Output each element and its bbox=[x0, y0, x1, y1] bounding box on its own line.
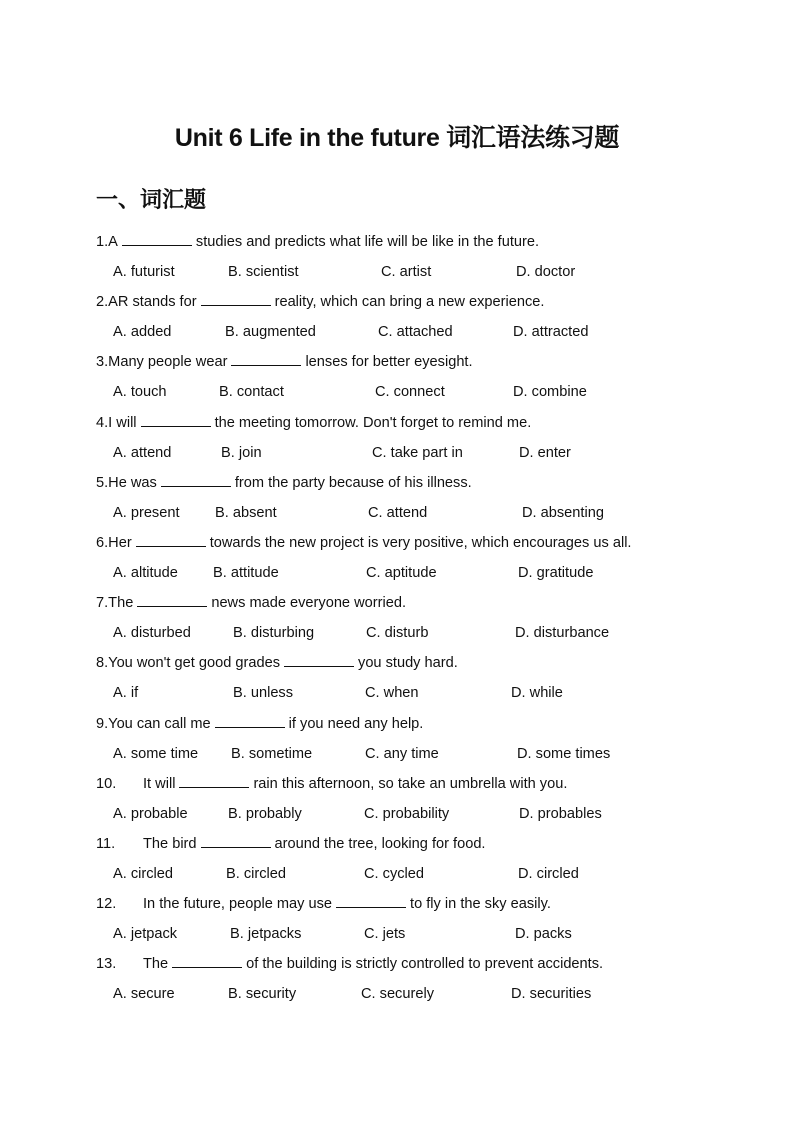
question-item bbox=[96, 892, 776, 952]
answer-blank[interactable] bbox=[179, 773, 249, 788]
answer-option[interactable]: B. sometime bbox=[231, 745, 313, 762]
question-stem-before: Her bbox=[108, 534, 132, 551]
question-item bbox=[96, 952, 776, 1012]
question-list bbox=[96, 230, 776, 1012]
answer-option[interactable]: B. security bbox=[228, 986, 297, 1003]
question-stem-before: It will bbox=[143, 775, 176, 792]
answer-option[interactable]: D. circled bbox=[518, 865, 579, 882]
answer-option[interactable]: B. unless bbox=[233, 685, 294, 702]
question-stem-before: The bbox=[108, 595, 134, 612]
answer-option[interactable]: C. attend bbox=[368, 504, 428, 521]
answer-option[interactable]: C. cycled bbox=[364, 865, 425, 882]
question-stem-before: Many people wear bbox=[108, 354, 228, 371]
question-stem-after: the meeting tomorrow. Don't forget to remind me. bbox=[214, 414, 532, 431]
question-number: 8. bbox=[96, 655, 109, 672]
question-text bbox=[96, 411, 531, 435]
answer-option[interactable]: C. securely bbox=[361, 986, 434, 1003]
answer-option[interactable]: A. present bbox=[113, 504, 180, 521]
answer-option[interactable]: A. disturbed bbox=[113, 625, 191, 642]
answer-option[interactable]: A. if bbox=[113, 685, 139, 702]
question-item bbox=[96, 832, 776, 892]
question-text bbox=[96, 952, 603, 976]
answer-option[interactable]: D. combine bbox=[513, 384, 587, 401]
answer-option[interactable]: D. absenting bbox=[522, 504, 604, 521]
question-text bbox=[96, 892, 551, 916]
question-number: 12. bbox=[96, 896, 117, 913]
answer-option[interactable]: A. touch bbox=[113, 384, 167, 401]
answer-option[interactable]: C. connect bbox=[375, 384, 445, 401]
question-stem-before: AR stands for bbox=[108, 294, 197, 311]
answer-option[interactable]: A. jetpack bbox=[113, 926, 178, 943]
answer-option[interactable]: D. enter bbox=[519, 444, 571, 461]
answer-option[interactable]: A. circled bbox=[113, 865, 174, 882]
question-text bbox=[96, 471, 472, 495]
answer-blank[interactable] bbox=[136, 532, 206, 547]
answer-option[interactable]: C. take part in bbox=[372, 444, 463, 461]
answer-option[interactable]: A. altitude bbox=[113, 564, 178, 581]
answer-option[interactable]: B. disturbing bbox=[233, 625, 315, 642]
question-number: 10. bbox=[96, 775, 117, 792]
answer-option[interactable]: D. gratitude bbox=[518, 564, 594, 581]
question-stem-after: studies and predicts what life will be like in the future. bbox=[195, 234, 540, 250]
question-item bbox=[96, 591, 776, 651]
question-stem-before: He was bbox=[108, 474, 157, 491]
answer-blank[interactable] bbox=[161, 472, 231, 487]
question-number: 7. bbox=[96, 595, 109, 612]
question-number: 11. bbox=[96, 835, 116, 852]
question-stem-after: to fly in the sky easily. bbox=[410, 896, 551, 913]
answer-blank[interactable] bbox=[284, 652, 354, 667]
answer-option[interactable]: B. jetpacks bbox=[230, 926, 302, 943]
question-item bbox=[96, 531, 776, 591]
question-stem-after: you study hard. bbox=[358, 655, 458, 672]
question-text bbox=[96, 290, 544, 314]
answer-option[interactable]: A. probable bbox=[113, 805, 188, 822]
answer-option[interactable]: C. aptitude bbox=[366, 564, 437, 581]
question-stem-before: A bbox=[108, 234, 118, 250]
answer-blank[interactable] bbox=[215, 713, 285, 728]
question-stem-before: The bird bbox=[143, 835, 197, 852]
answer-option[interactable]: A. added bbox=[113, 324, 172, 341]
answer-blank[interactable] bbox=[141, 412, 211, 427]
question-stem-before: You won't get good grades bbox=[108, 655, 281, 672]
answer-option[interactable]: B. join bbox=[221, 444, 262, 461]
question-stem-after: rain this afternoon, so take an umbrella with you. bbox=[253, 775, 568, 792]
question-stem-after: of the building is strictly controlled to prevent accidents. bbox=[246, 956, 604, 973]
answer-option[interactable]: D. attracted bbox=[513, 324, 589, 341]
answer-blank[interactable] bbox=[201, 833, 271, 848]
question-stem-before: In the future, people may use bbox=[143, 896, 333, 913]
question-item bbox=[96, 350, 776, 410]
question-item bbox=[96, 230, 776, 290]
question-text bbox=[96, 531, 632, 555]
answer-option[interactable]: B. scientist bbox=[228, 264, 299, 280]
question-text bbox=[96, 651, 458, 675]
page-title: Unit 6 Life in the future 词汇语法练习题 bbox=[174, 124, 620, 152]
answer-option[interactable]: D. doctor bbox=[516, 264, 576, 280]
answer-option[interactable]: A. attend bbox=[113, 444, 172, 461]
question-number: 1. bbox=[96, 234, 109, 250]
question-text bbox=[96, 772, 567, 796]
answer-option[interactable]: A. futurist bbox=[113, 264, 175, 280]
answer-blank[interactable] bbox=[137, 592, 207, 607]
question-stem-before: I will bbox=[108, 414, 137, 431]
answer-blank[interactable] bbox=[231, 351, 301, 366]
answer-option[interactable]: D. probables bbox=[519, 805, 602, 822]
answer-blank[interactable] bbox=[122, 231, 192, 246]
answer-option[interactable]: A. some time bbox=[113, 745, 199, 762]
answer-option[interactable]: C. probability bbox=[364, 805, 450, 822]
answer-option[interactable]: C. when bbox=[365, 685, 419, 702]
answer-option[interactable]: D. while bbox=[511, 685, 563, 702]
answer-option[interactable]: B. circled bbox=[226, 865, 287, 882]
answer-option[interactable]: B. augmented bbox=[225, 324, 316, 341]
question-stem-after: towards the new project is very positive, which encourages us all. bbox=[209, 534, 632, 551]
question-stem-after: news made everyone worried. bbox=[211, 595, 407, 612]
question-number: 13. bbox=[96, 956, 117, 973]
answer-option[interactable]: C. attached bbox=[378, 324, 453, 341]
answer-option[interactable]: D. packs bbox=[515, 926, 572, 943]
question-number: 2. bbox=[96, 294, 109, 311]
answer-blank[interactable] bbox=[201, 291, 271, 306]
question-stem-after: from the party because of his illness. bbox=[234, 474, 472, 491]
question-item bbox=[96, 772, 776, 832]
section-heading: 一、词汇题 bbox=[96, 187, 207, 212]
question-item bbox=[96, 411, 776, 471]
answer-blank[interactable] bbox=[336, 893, 406, 908]
question-stem-after: if you need any help. bbox=[288, 715, 424, 732]
question-number: 4. bbox=[96, 414, 109, 431]
answer-option[interactable]: C. artist bbox=[381, 264, 432, 280]
answer-blank[interactable] bbox=[172, 953, 242, 968]
question-item bbox=[96, 471, 776, 531]
question-item bbox=[96, 651, 776, 711]
question-stem-after: lenses for better eyesight. bbox=[305, 354, 473, 371]
answer-option[interactable]: C. disturb bbox=[366, 625, 429, 642]
question-stem-after: around the tree, looking for food. bbox=[274, 835, 486, 852]
question-item bbox=[96, 290, 776, 350]
answer-option[interactable]: B. absent bbox=[215, 504, 277, 521]
question-text bbox=[96, 712, 423, 736]
answer-option[interactable]: D. some times bbox=[517, 745, 611, 762]
question-item bbox=[96, 712, 776, 772]
question-number: 9. bbox=[96, 715, 109, 732]
question-number: 3. bbox=[96, 354, 109, 371]
question-stem-before: The bbox=[143, 956, 169, 973]
answer-option[interactable]: C. any time bbox=[365, 745, 439, 762]
question-text bbox=[96, 591, 406, 615]
answer-option[interactable]: C. jets bbox=[364, 926, 406, 943]
question-text bbox=[96, 230, 539, 254]
answer-option[interactable]: A. secure bbox=[113, 986, 175, 1003]
question-text bbox=[96, 350, 473, 374]
answer-option[interactable]: D. securities bbox=[511, 986, 592, 1003]
question-stem-after: reality, which can bring a new experience. bbox=[274, 294, 545, 311]
answer-option[interactable]: B. contact bbox=[219, 384, 284, 401]
answer-option[interactable]: D. disturbance bbox=[515, 625, 610, 642]
question-number: 6. bbox=[96, 534, 109, 551]
question-number: 5. bbox=[96, 474, 109, 491]
question-text bbox=[96, 832, 486, 856]
answer-option[interactable]: B. attitude bbox=[213, 564, 279, 581]
answer-option[interactable]: B. probably bbox=[228, 805, 302, 822]
question-stem-before: You can call me bbox=[108, 715, 211, 732]
